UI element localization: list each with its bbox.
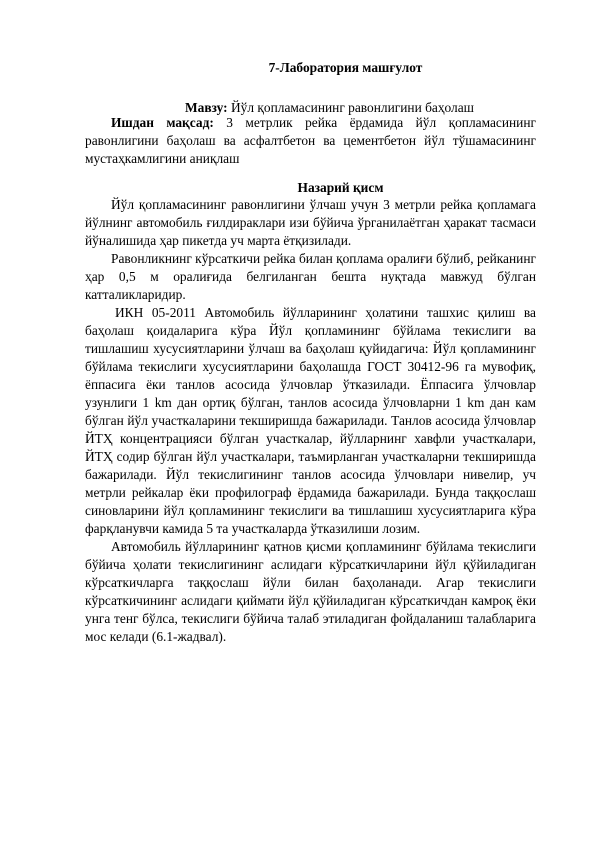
topic-label: Мавзу:: [184, 100, 228, 115]
goal-text: 3 метрлик рейка ёрдамида йўл қопламасининг равонлигини баҳолаш ва асфалтбетон ва цементбетон йўл тўшамасининг мустаҳкамлигини аниқлаш: [85, 115, 536, 166]
theory-heading: Назарий қисм: [297, 180, 384, 195]
paragraph-1: Йўл қопламасининг равонлигини ўлчаш учун 3 метрли рейка қопламага йўлнинг автомобиль ғилдираклари изи бўйича ўрганилаётган ҳаракат тасмаси йўналишида ҳар пикетда уч марта ётқизилади.: [85, 197, 536, 248]
paragraph-2: Равонликнинг кўрсаткичи рейка билан қоплама оралиғи бўлиб, рейканинг ҳар 0,5 м оралиғида белгиланган бешта нуқтада мавжуд бўлган катталикларидир.: [85, 251, 536, 302]
goal-label: Ишдан мақсад:: [111, 115, 214, 130]
paragraph-3: ИКН 05-2011 Автомобиль йўлларининг ҳолатини ташхис қилиш ва баҳолаш қоидаларига кўра Йўл қопламининг бўйлама текислиги ва тишлашиш хусусиятларини ўлчаш ва баҳолаш қуйидагича: Йўл қопламининг бўйлама текислиги хусусиятларини баҳолашда ГОСТ 30412-96 га мувофиқ, ёппасига ёки танлов асосида ўлчовлар ўтказилади. Ёппасига ўлчовлар узунлиги 1 km дан ортиқ бўлган, танлов асосида ўлчовларни 1 km дан кам бўлган йўл участкаларини текширишда бажарилади. Танлов асосида ўлчовлар ЙТҲ концентрацияси бўлган участкалар, йўлларнинг хавфли участкалари, ЙТҲ содир бўлган йўл участкалари, таъмирланган участкаларни текширишда бажарилади. Йўл текислигининг танлов асосида ўлчовлари нивелир, уч метрли рейкалар ёки профилограф ёрдамида бажарилади. Бунда таққослаш синовларини йўл қопламининг текислиги ва тишлашиш хусусиятларига кўра фарқланувчи камида 5 та участкаларда ўтказилиши лозим.: [85, 305, 536, 536]
goal-paragraph: [85, 114, 536, 168]
theory-content: [85, 196, 536, 646]
lab-title: 7-Лаборатория машғулот: [268, 60, 423, 75]
topic-text: Йўл қопламасининг равонлигини баҳолаш: [231, 100, 474, 115]
paragraph-4: Автомобиль йўлларининг қатнов қисми қопламининг бўйлама текислиги бўйича ҳолати текислигининг аслидаги кўрсаткичларини йўл қўйиладиган кўрсаткичларга таққослаш йўли билан баҳоланади. Агар текислиги кўрсаткичининг аслидаги қиймати йўл қўйиладиган кўрсаткичдан камроқ ёки унга тенг бўлса, текислиги бўйича талаб этиладиган фойдаланиш талабларига мос келади (6.1-жадвал).: [85, 539, 536, 644]
